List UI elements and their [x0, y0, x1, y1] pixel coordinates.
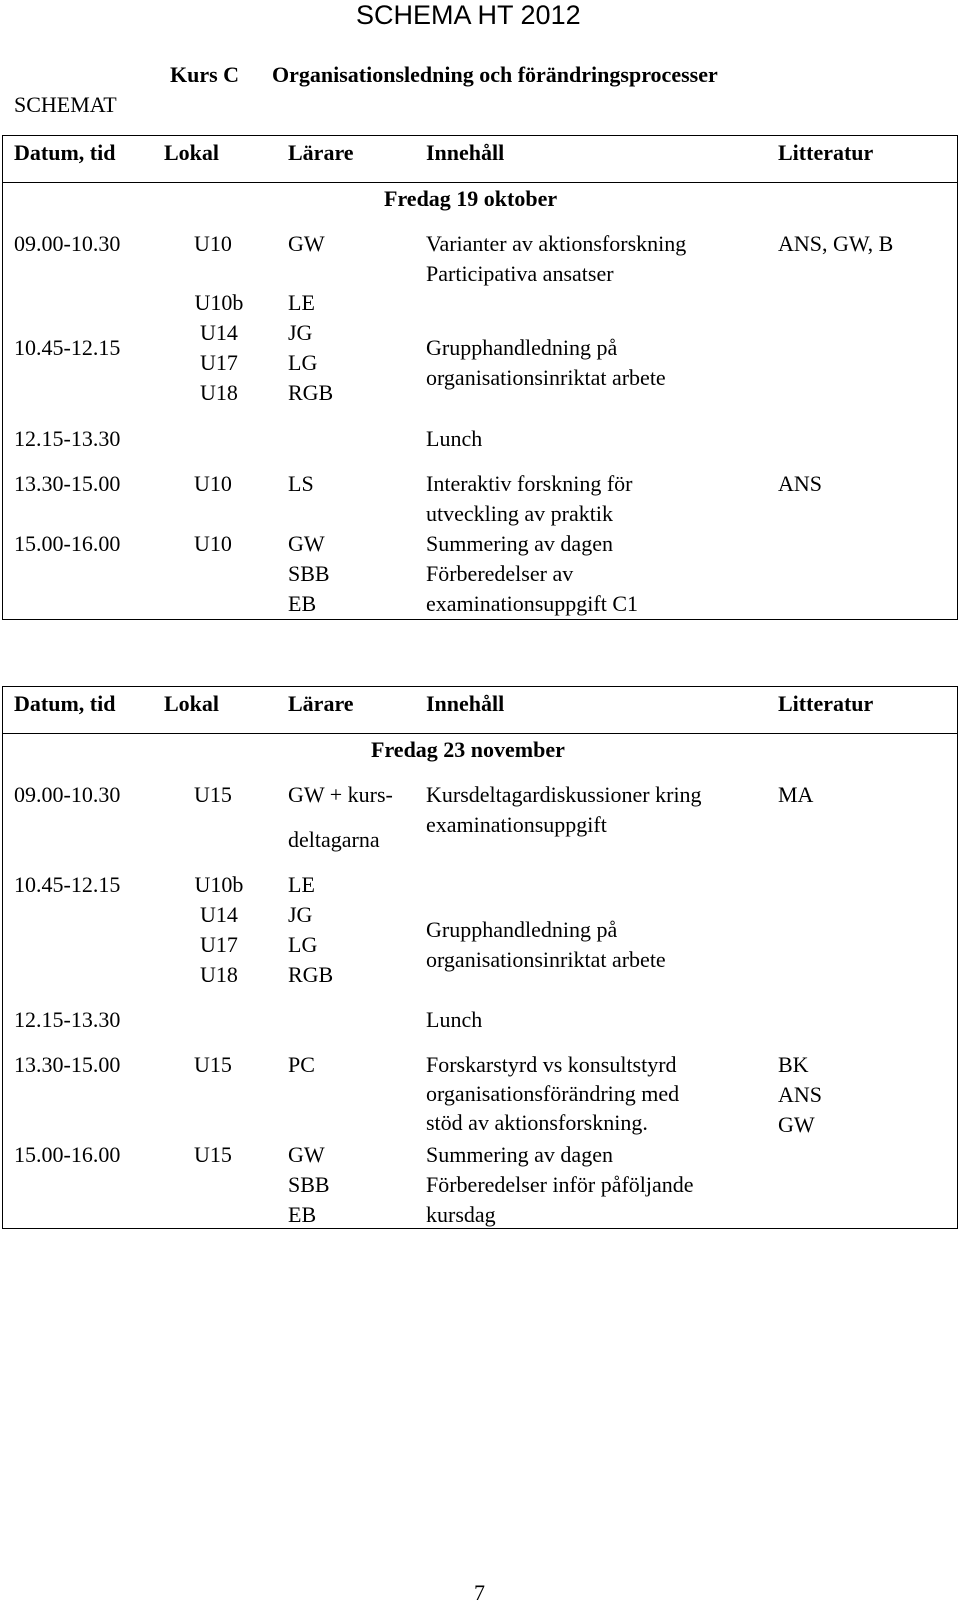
header-litteratur: Litteratur: [778, 140, 874, 165]
row-larare: GW SBB EB: [288, 1142, 330, 1227]
row-lokal: U15: [194, 1052, 232, 1077]
row-larare: PC: [288, 1052, 315, 1077]
row-lokal: U15: [194, 782, 232, 807]
course-name: Organisationsledning och förändringsprocesser: [272, 62, 718, 87]
header-datum: Datum, tid: [14, 140, 116, 165]
row-larare: GW + kurs-: [288, 782, 393, 807]
row-innehall: Summering av dagen Förberedelser av examinationsuppgift C1: [426, 531, 639, 616]
table-1-header-divider: [2, 182, 958, 183]
header-innehall: Innehåll: [426, 140, 505, 165]
day-heading: Fredag 23 november: [371, 737, 565, 762]
row-time: 09.00-10.30: [14, 231, 121, 256]
row-innehall: Forskarstyrd vs konsultstyrd organisationsförändring med stöd av aktionsforskning.: [426, 1052, 680, 1135]
row-time: 13.30-15.00: [14, 471, 121, 496]
row-innehall: Lunch: [426, 1007, 483, 1032]
header-innehall: Innehåll: [426, 691, 505, 716]
row-innehall: Lunch: [426, 426, 483, 451]
row-larare: LS: [288, 471, 314, 496]
row-time: 15.00-16.00: [14, 1142, 121, 1167]
header-lokal: Lokal: [164, 691, 220, 716]
header-datum: Datum, tid: [14, 691, 116, 716]
row-lokal: U10: [194, 471, 232, 496]
header-lokal: Lokal: [164, 140, 220, 165]
row-lokal: U10b U14 U17 U18: [194, 290, 244, 405]
course-code: Kurs C: [170, 62, 240, 87]
row-litteratur: ANS: [778, 471, 823, 496]
header-litteratur: Litteratur: [778, 691, 874, 716]
row-larare: LE JG LG RGB: [288, 872, 334, 987]
row-time: 13.30-15.00: [14, 1052, 121, 1077]
row-litteratur: MA: [778, 782, 814, 807]
row-innehall: Grupphandledning på organisationsinriktat arbete: [426, 917, 666, 972]
row-innehall: Grupphandledning på organisationsinriktat arbete: [426, 335, 666, 390]
page-title: SCHEMA HT 2012: [356, 0, 581, 30]
table-2-header-divider: [2, 733, 958, 734]
row-larare-cont: deltagarna: [288, 827, 380, 852]
header-larare: Lärare: [288, 140, 354, 165]
row-lokal: U15: [194, 1142, 232, 1167]
schemat-label: SCHEMAT: [14, 92, 117, 117]
row-larare: GW SBB EB: [288, 531, 330, 616]
row-innehall: Interaktiv forskning för utveckling av praktik: [426, 471, 633, 526]
header-larare: Lärare: [288, 691, 354, 716]
row-time: 12.15-13.30: [14, 1007, 121, 1032]
row-larare: GW: [288, 231, 325, 256]
row-lokal: U10: [194, 231, 232, 256]
row-time: 10.45-12.15: [14, 335, 121, 360]
row-time: 09.00-10.30: [14, 782, 121, 807]
row-litteratur: ANS, GW, B: [778, 231, 894, 256]
row-litteratur: BK ANS GW: [778, 1052, 823, 1137]
page-number: 7: [474, 1580, 485, 1605]
row-lokal: U10b U14 U17 U18: [194, 872, 244, 987]
row-time: 10.45-12.15: [14, 872, 121, 897]
row-innehall: Summering av dagen Förberedelser inför påföljande kursdag: [426, 1142, 694, 1227]
row-time: 12.15-13.30: [14, 426, 121, 451]
day-heading: Fredag 19 oktober: [384, 186, 558, 211]
row-larare: LE JG LG RGB: [288, 290, 334, 405]
row-innehall: Varianter av aktionsforskning Participativa ansatser: [426, 231, 687, 286]
row-lokal: U10: [194, 531, 232, 556]
row-time: 15.00-16.00: [14, 531, 121, 556]
row-innehall: Kursdeltagardiskussioner kring examinationsuppgift: [426, 782, 702, 837]
